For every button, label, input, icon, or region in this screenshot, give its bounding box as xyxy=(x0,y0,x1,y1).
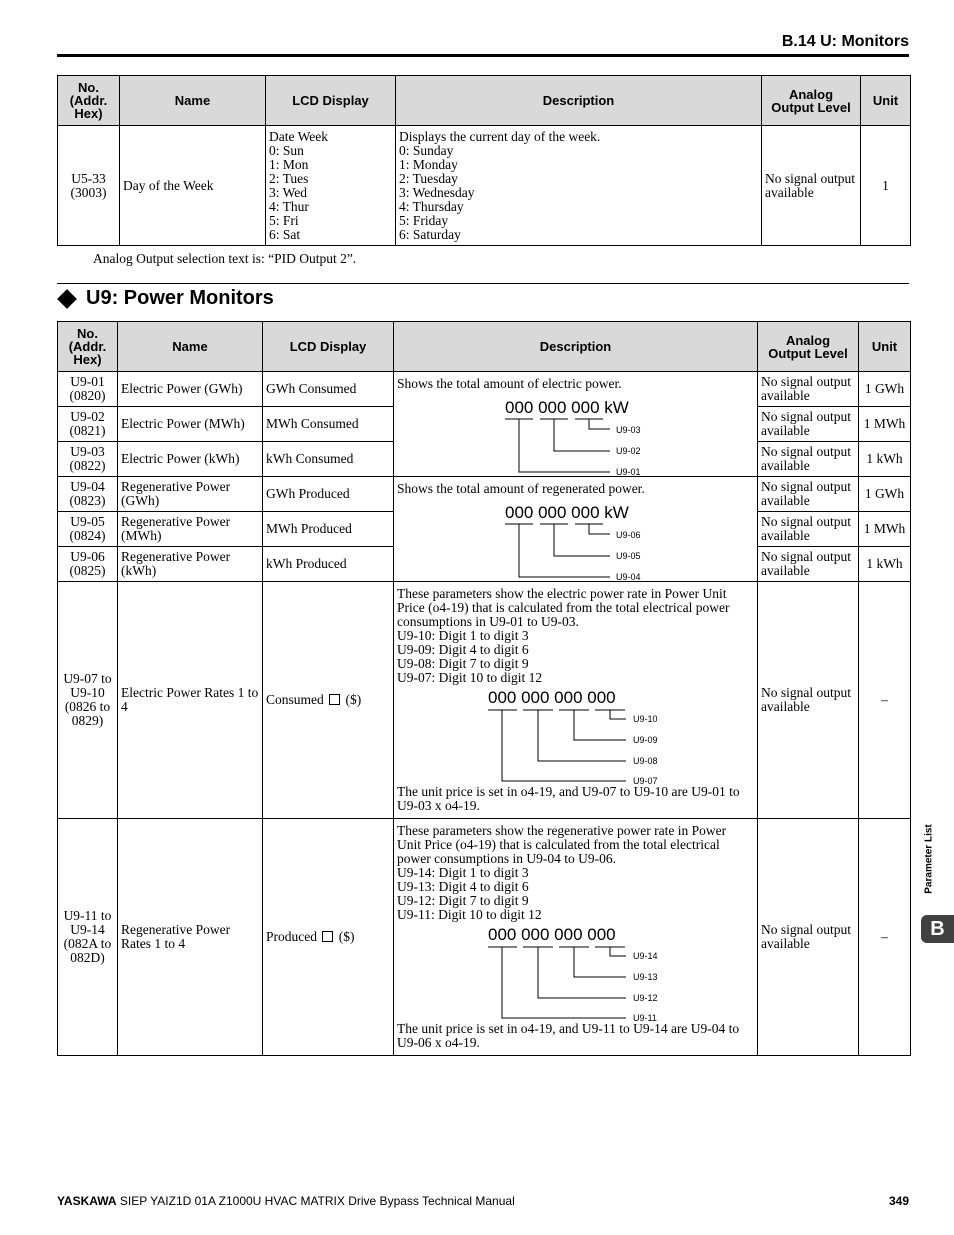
text-line: U9-09: Digit 4 to digit 6 xyxy=(397,642,529,657)
text-line: U9-10: Digit 1 to digit 3 xyxy=(397,628,529,643)
brand-name: YASKAWA xyxy=(57,1194,117,1208)
text-line: The unit price is set in o4-19, and U9-11 to U9-14 are U9-04 to xyxy=(397,1021,740,1036)
digit-box-icon xyxy=(322,931,333,942)
u9-06-label: U9-06 xyxy=(616,530,641,540)
text-line: 3: Wednesday xyxy=(399,184,475,200)
svg-text:U9-09: U9-09 xyxy=(633,735,658,745)
text-line: U9-11: Digit 10 to digit 12 xyxy=(397,907,542,922)
text-line: U9-12: Digit 7 to digit 9 xyxy=(397,893,529,908)
section-header: B.14 U: Monitors xyxy=(781,33,909,50)
text-line: power consumptions in U9-04 to U9-06. xyxy=(397,851,616,866)
param-description xyxy=(396,126,762,246)
text-line: U9-07: Digit 10 to digit 12 xyxy=(397,670,543,685)
text-line: 5: Fri xyxy=(269,212,299,228)
u9-04-label: U9-04 xyxy=(616,572,641,582)
section-rule xyxy=(57,283,909,284)
col-header-name: Name xyxy=(118,322,263,372)
svg-text:U9-08: U9-08 xyxy=(633,756,658,766)
display-readout: 000 000 000 000 xyxy=(488,925,616,944)
display-readout: 000 000 000 kW xyxy=(505,398,629,417)
consumed-rate-description xyxy=(394,582,758,819)
table-row: U9-01 (0820) Electric Power (GWh) GWh Consumed Shows the total amount of electric power. 000 000 000 kW U9-03 U9-02 U9-01 No signal output available 1 GWh xyxy=(58,372,911,407)
text-line: 2: Tues xyxy=(269,170,309,186)
col-header-lcd: LCD Display xyxy=(266,76,396,126)
svg-text:U9-13: U9-13 xyxy=(633,972,658,982)
text-line: 5: Friday xyxy=(399,212,449,228)
regenerated-power-description: Shows the total amount of regenerated power. 000 000 000 kW U9-06 U9-05 U9-04 xyxy=(394,477,758,582)
param-unit: 1 xyxy=(861,126,911,246)
text-line: consumptions in U9-01 to U9-03. xyxy=(397,614,579,629)
consumed-rate-digit-diagram xyxy=(397,685,755,785)
sidebar-tab-label: Parameter List xyxy=(923,824,935,894)
table-row: U9-06 (0825) Regenerative Power (kWh) kWh Produced No signal output available 1 kWh xyxy=(58,547,911,582)
regenerated-power-digit-diagram xyxy=(397,496,641,582)
svg-text:U9-07: U9-07 xyxy=(633,776,658,786)
col-header-name: Name xyxy=(120,76,266,126)
table-row xyxy=(58,126,911,246)
u9-05-label: U9-05 xyxy=(616,551,641,561)
diamond-icon xyxy=(57,289,77,309)
table-row: U9-03 (0822) Electric Power (kWh) kWh Consumed No signal output available 1 kWh xyxy=(58,442,911,477)
col-header-unit: Unit xyxy=(861,76,911,126)
consumed-power-description: Shows the total amount of electric power. 000 000 000 kW U9-03 U9-02 U9-01 xyxy=(394,372,758,477)
text-line: 6: Sat xyxy=(269,226,301,242)
text-line: Displays the current day of the week. xyxy=(399,128,601,144)
text-line: 4: Thur xyxy=(269,198,309,214)
col-header-analog: Analog Output Level xyxy=(762,76,861,126)
table-row: U9-07 to U9-10 (0826 to 0829) Electric Power Rates 1 to 4 Consumed ($) These parameters show the electric power rate in Power Unit Price (o4-19) that is calculated from the total electrical power consumptions in U9-01 to U9-03. U9-10: Digit 1 to digit 3 U9-09: Digit 4 to digit 6 U9-08: Digit 7 to digit 9 U9-07: Digit 10 to digit 12 000 000 000 000 U9-10 U9-09 U9-08 U9-07 The unit price is set in o4-19, and U9-07 to U9-10 are U9-01 to U9-03 x o4-19. No signal output available – xyxy=(58,582,911,819)
text-line: 4: Thursday xyxy=(399,198,464,214)
col-header-analog: Analog Output Level xyxy=(758,322,859,372)
digit-box-icon xyxy=(329,694,340,705)
regenerative-rate-description xyxy=(394,819,758,1056)
digit-bracket-lines xyxy=(488,947,626,1018)
text-line: 6: Saturday xyxy=(399,226,461,242)
text-line: Date Week xyxy=(269,128,329,144)
col-header-unit: Unit xyxy=(859,322,911,372)
svg-text:U9-12: U9-12 xyxy=(633,993,658,1003)
text-line: These parameters show the electric power rate in Power Unit xyxy=(397,586,727,601)
table-row: U9-05 (0824) Regenerative Power (MWh) MWh Produced No signal output available 1 MWh xyxy=(58,512,911,547)
u9-03-label: U9-03 xyxy=(616,425,641,435)
text-line: 0: Sun xyxy=(269,142,304,158)
table-row: U9-04 (0823) Regenerative Power (GWh) GWh Produced Shows the total amount of regenerated power. 000 000 000 kW U9-06 U9-05 U9-04 No signal output available 1 GWh xyxy=(58,477,911,512)
param-analog: No signal output available xyxy=(762,126,861,246)
table-row: U9-02 (0821) Electric Power (MWh) MWh Consumed No signal output available 1 MWh xyxy=(58,407,911,442)
text-line: 0: Sunday xyxy=(399,142,454,158)
param-name: Day of the Week xyxy=(120,126,266,246)
regenerative-rate-digit-diagram xyxy=(397,922,755,1022)
display-readout: 000 000 000 000 xyxy=(488,688,616,707)
text-line: Price (o4-19) that is calculated from the total electrical power xyxy=(397,600,730,615)
col-header-description: Description xyxy=(396,76,762,126)
page-number: 349 xyxy=(888,1194,909,1208)
svg-text:U9-10: U9-10 xyxy=(633,714,658,724)
svg-text:U9-14: U9-14 xyxy=(633,951,658,961)
text-line: U9-06 x o4-19. xyxy=(397,1035,480,1050)
text-line: U9-08: Digit 7 to digit 9 xyxy=(397,656,529,671)
text-line: U9-03 x o4-19. xyxy=(397,798,480,813)
analog-output-note: Analog Output selection text is: “PID Output 2”. xyxy=(93,251,357,266)
text-line: These parameters show the regenerative power rate in Power xyxy=(397,823,727,838)
text-line: Unit Price (o4-19) that is calculated from the total electrical xyxy=(397,837,720,852)
u9-01-label: U9-01 xyxy=(616,467,641,477)
text-line: The unit price is set in o4-19, and U9-07 to U9-10 are U9-01 to xyxy=(397,784,740,799)
digit-bracket-lines xyxy=(505,524,610,577)
u5-parameter-table xyxy=(57,75,911,246)
text-line: U9-14: Digit 1 to digit 3 xyxy=(397,865,529,880)
col-header-no: No. (Addr. Hex) xyxy=(58,76,120,126)
text-line: 2: Tuesday xyxy=(399,170,458,186)
col-header-lcd: LCD Display xyxy=(263,322,394,372)
svg-text:U9-11: U9-11 xyxy=(633,1013,657,1023)
text-line: 3: Wed xyxy=(269,184,308,200)
text-line: U9-13: Digit 4 to digit 6 xyxy=(397,879,529,894)
consumed-power-digit-diagram xyxy=(397,391,641,477)
u9-parameter-table xyxy=(57,321,911,1056)
param-lcd xyxy=(266,126,396,246)
digit-bracket-lines xyxy=(505,419,610,472)
table-row: U9-11 to U9-14 (082A to 082D) Regenerative Power Rates 1 to 4 Produced ($) These parameters show the regenerative power rate in Power Unit Price (o4-19) that is calculated from the total electrical power consumptions in U9-04 to U9-06. U9-14: Digit 1 to digit 3 U9-13: Digit 4 to digit 6 U9-12: Digit 7 to digit 9 U9-11: Digit 10 to digit 12 000 000 000 000 U9-14 U9-13 U9-12 U9-11 The unit price is set in o4-19, and U9-11 to U9-14 are U9-04 to U9-06 x o4-19. No signal output available – xyxy=(58,819,911,1056)
sidebar-tab-b[interactable]: B xyxy=(921,915,954,943)
document-title: SIEP YAIZ1D 01A Z1000U HVAC MATRIX Drive Bypass Technical Manual xyxy=(116,1194,515,1208)
footer xyxy=(57,1194,515,1208)
display-readout: 000 000 000 kW xyxy=(505,503,629,522)
digit-bracket-lines xyxy=(488,710,626,781)
col-header-description: Description xyxy=(394,322,758,372)
col-header-no: No. (Addr. Hex) xyxy=(58,322,118,372)
text-line: 1: Monday xyxy=(399,156,458,172)
text-line: 1: Mon xyxy=(269,156,309,172)
u9-section-title: U9: Power Monitors xyxy=(57,287,274,310)
u9-02-label: U9-02 xyxy=(616,446,641,456)
header-rule xyxy=(57,54,909,57)
param-no: U5-33 (3003) xyxy=(58,126,120,246)
